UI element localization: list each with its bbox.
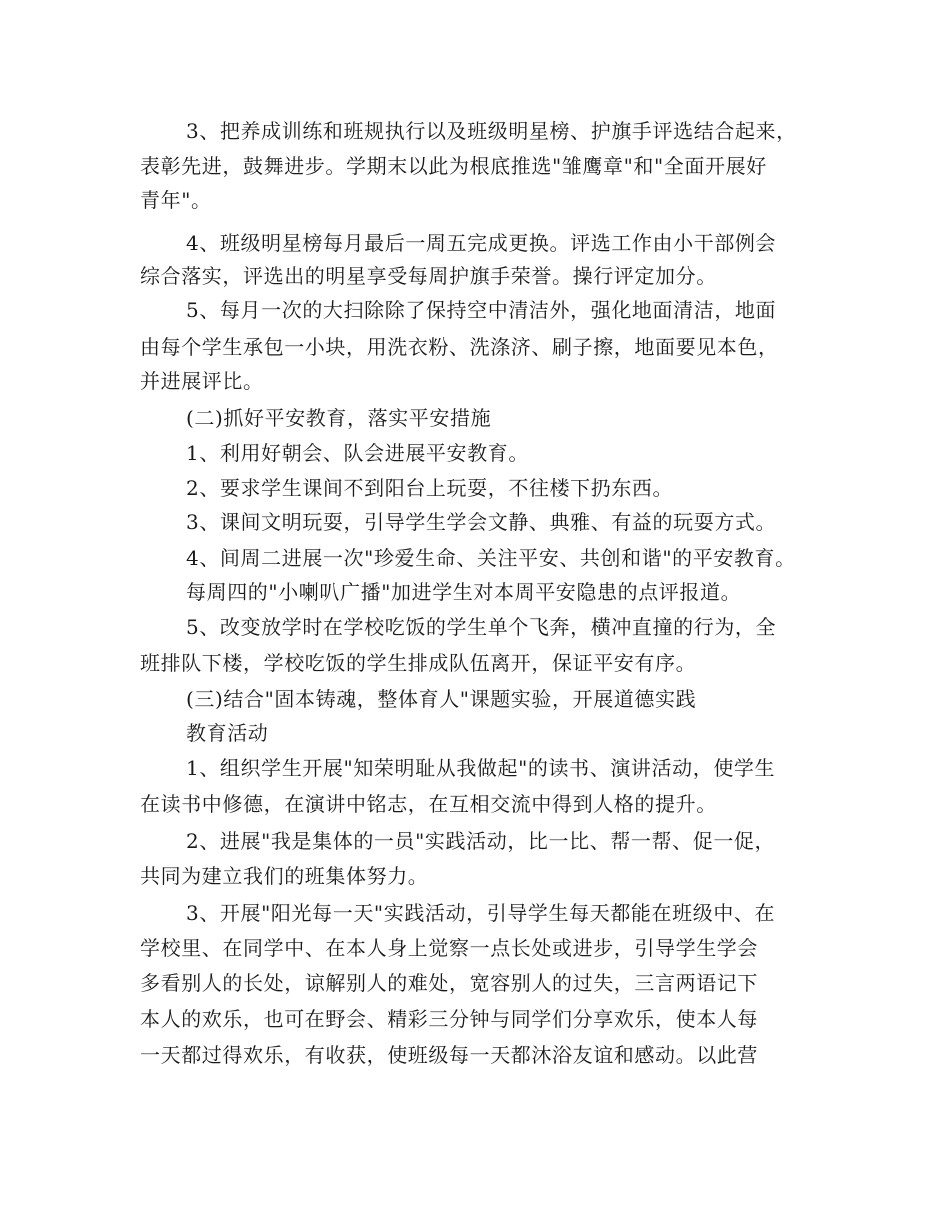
text-line: 多看别人的长处，谅解别人的难处，宽容别人的过失，三言两语记下	[140, 971, 758, 995]
section-heading: (二)抓好平安教育，落实平安措施	[186, 406, 492, 430]
text-line: 2、要求学生课间不到阳台上玩耍，不往楼下扔东西。	[186, 476, 674, 500]
text-line: 由每个学生承包一小块，用洗衣粉、洗涤济、刷子擦，地面要见本色，	[140, 335, 779, 359]
text-line: 并进展评比。	[140, 369, 264, 393]
text-line: 学校里、在同学中、在本人身上觉察一点长处或进步，引导学生学会	[140, 936, 758, 960]
text-line: 共同为建立我们的班集体努力。	[140, 864, 429, 888]
text-line: 1、利用好朝会、队会进展平安教育。	[186, 441, 529, 465]
text-line: 一天都过得欢乐，有收获，使班级每一天都沐浴友谊和感动。以此营	[140, 1043, 758, 1067]
text-line: 青年"。	[140, 188, 212, 212]
text-line: 本人的欢乐，也可在野会、精彩三分钟与同学们分享欢乐，使本人每	[140, 1007, 758, 1031]
text-line: 5、改变放学时在学校吃饭的学生单个飞奔，横冲直撞的行为，全	[186, 615, 777, 639]
text-line: 4、班级明星榜每月最后一周五完成更换。评选工作由小干部例会	[186, 231, 777, 255]
text-line: 综合落实，评选出的明星享受每周护旗手荣誉。操行评定加分。	[140, 264, 717, 288]
text-line: 3、开展"阳光每一天"实践活动，引导学生每天都能在班级中、在	[186, 901, 776, 925]
text-line: 在读书中修德，在演讲中铭志，在互相交流中得到人格的提升。	[140, 792, 717, 816]
text-line: 每周四的"小喇叭广播"加进学生对本周平安隐患的点评报道。	[186, 580, 742, 604]
text-line: 3、课间文明玩耍，引导学生学会文静、典雅、有益的玩耍方式。	[186, 510, 777, 534]
text-line: 2、进展"我是集体的一员"实践活动，比一比、帮一帮、促一促，	[186, 829, 776, 853]
text-line: 5、每月一次的大扫除除了保持空中清洁外，强化地面清洁，地面	[186, 298, 777, 322]
text-line: 4、间周二进展一次"珍爱生命、关注平安、共创和谐"的平安教育。	[186, 546, 796, 570]
section-heading: (三)结合"固本铸魂，整体育人"课题实验，开展道德实践	[186, 687, 697, 711]
text-line: 1、组织学生开展"知荣明耻从我做起"的读书、演讲活动，使学生	[186, 756, 776, 780]
section-heading-continuation: 教育活动	[186, 721, 269, 745]
text-line: 班排队下楼，学校吃饭的学生排成队伍离开，保证平安有序。	[140, 651, 697, 675]
text-line: 3、把养成训练和班规执行以及班级明星榜、护旗手评选结合起来，	[186, 119, 797, 143]
text-line: 表彰先进，鼓舞进步。学期末以此为根底推选"雏鹰章"和"全面开展好	[140, 154, 767, 178]
